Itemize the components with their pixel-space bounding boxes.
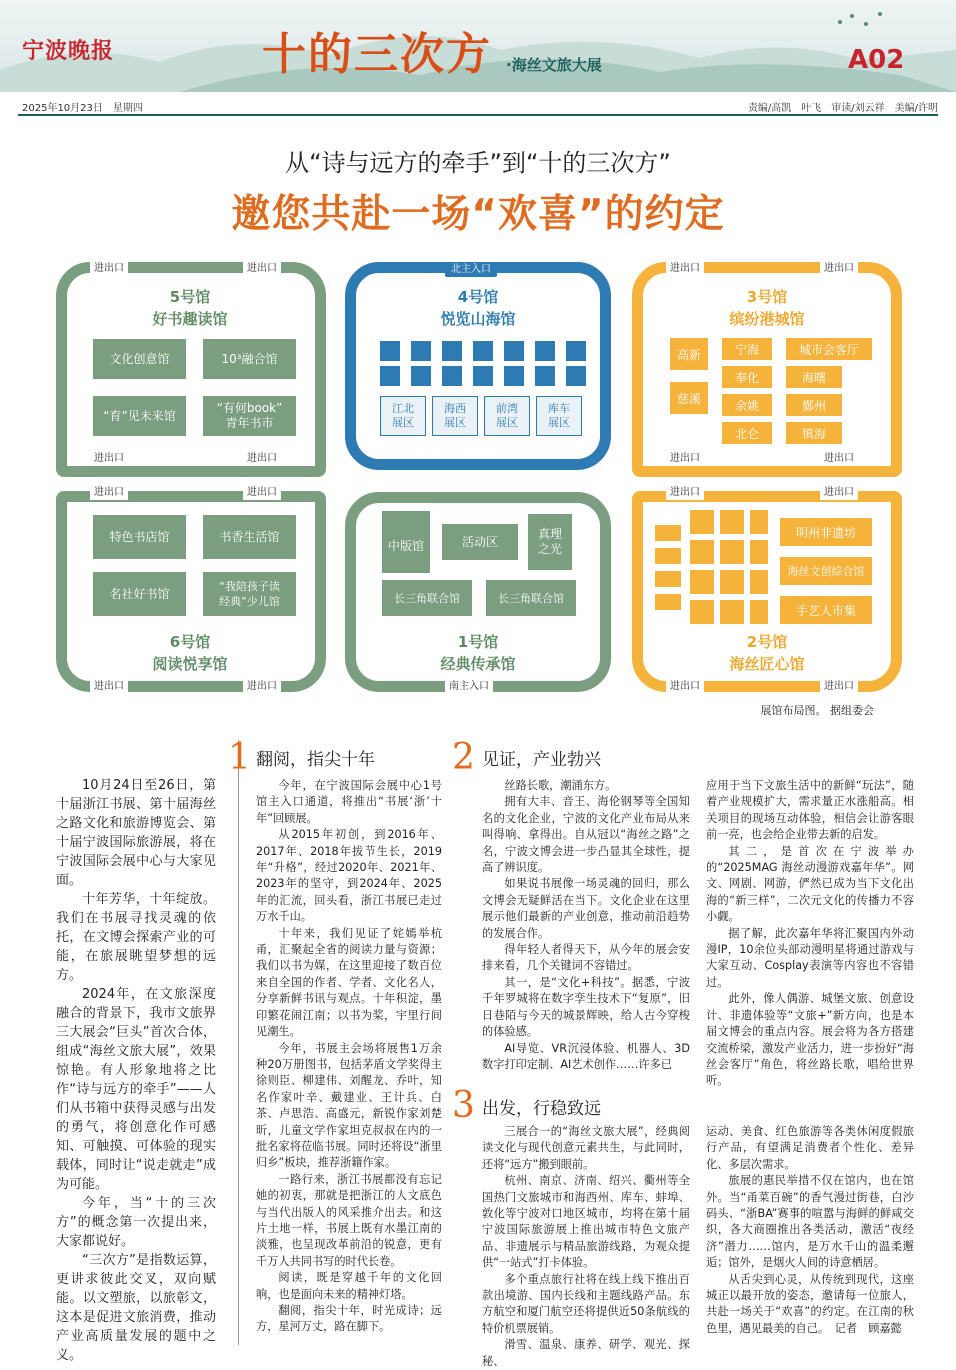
exhibit-box: 名社好书馆: [93, 572, 186, 616]
door-label: 进出口: [820, 680, 858, 694]
section-title: 十的三次方: [262, 29, 492, 80]
section-title: 见证，产业勃兴: [482, 750, 601, 770]
paragraph: 十年来，我们见证了姹嫣举杭甬，汇聚起全省的阅读力量与资源；我们以书为媒，在这里迎接了数百位来自全国的作者、学者、文化名人，分享新鲜书讯与观点。十年积淀，墨印繁花闹江南；以书为桨，宇里行间见潮生。: [256, 926, 442, 1039]
headline: 邀您共赴一场“欢喜”的约定: [231, 192, 725, 237]
exhibit-box: 长三角联合馆: [382, 580, 472, 616]
hall-6-name: 6号馆: [169, 633, 211, 651]
paragraph: 阅读，既是穿越千年的文化回响，也是面向未来的精神灯塔。: [256, 1271, 442, 1301]
district-box: 鄞州: [786, 394, 842, 416]
north-entrance-label: 北主入口: [445, 262, 497, 277]
exhibit-box: 10³融合馆: [203, 339, 296, 379]
hall-divider: [56, 466, 326, 477]
door-label: 进出口: [243, 680, 281, 694]
booth: [380, 341, 400, 361]
paragraph: 从舌尖到心灵，从传统到现代，这座城正以最开放的姿态，邀请每一位旅人，共赴一场关于“欢喜”的约定。在江南的秋色里，遇见最美的自己。 记者 顾嘉懿: [706, 1272, 914, 1335]
column-rule: [238, 740, 239, 1345]
booth: [473, 366, 493, 386]
booth: [442, 366, 462, 386]
hall-1-subtitle: 经典传承馆: [440, 655, 516, 673]
hall-5-name: 5号馆: [169, 288, 211, 306]
paragraph: 滑雪、温泉、康养、研学、观光、探秘、: [482, 1338, 690, 1368]
booth: [720, 510, 744, 534]
section-number: 2: [452, 737, 475, 778]
exhibit-box: 明州非遗坊: [780, 518, 872, 546]
booth: [690, 570, 714, 594]
hall-5-subtitle: 好书趣读馆: [152, 310, 228, 328]
booth: [720, 570, 744, 594]
paragraph: 多个重点旅行社将在线上线下推出百款出境游、国内长线和主题线路产品。东方航空和厦门航空还将提供近50条航线的特价机票展销。: [482, 1272, 690, 1335]
paragraph: 2024年，在文旅深度融合的背景下，我市文旅界三大展会“巨头”首次合体，组成“海丝文旅大展”，效果惊艳。有人形象地将之比作“诗与远方的牵手”——人们从书箱中获得灵感与出发的勇气，将创意化作可感知、可触摸、可体验的现实载体，同时让“说走就走”成为可能。: [56, 987, 216, 1192]
paragraph: 翻阅，指尖十年，时光成诗；远方，星河万丈，路在脚下。: [256, 1304, 442, 1334]
exhibit-box: “有何book” 青年书市: [203, 396, 296, 436]
editors-credit: 责编/高凯 叶飞 审读/刘云祥 美编/许明: [747, 103, 938, 114]
exhibit-box: 特色书店馆: [93, 515, 186, 559]
exhibit-box: 长三角联合馆: [486, 580, 576, 616]
booth: [380, 366, 400, 386]
hall-divider: [632, 466, 902, 477]
paragraph: 得年轻人者得天下，从今年的展会安排来看，几个关键词不容错过。: [482, 943, 690, 973]
paragraph: 十年芳华，十年绽放。我们在书展寻找灵魂的依托，在文博会探索产业的可能，在旅展眺望梦想的远方。: [56, 892, 216, 983]
booth: [750, 510, 768, 534]
section-1-column: [256, 778, 442, 1336]
hall-4-subtitle: 悦览山海馆: [440, 310, 516, 328]
door-label: 进出口: [90, 486, 128, 500]
hall-4-name: 4号馆: [457, 288, 499, 306]
paragraph: 如果说书展像一场灵魂的回归，那么文博会无疑鲜活在当下。文化企业在这里展示他们最新的产业创意，推动前沿趋势的发展合作。: [482, 877, 690, 940]
hall-3-subtitle: 缤纷港城馆: [729, 310, 805, 328]
exhibit-box: 文化创意馆: [93, 339, 186, 379]
paragraph: 应用于当下文旅生活中的新鲜“玩法”，随着产业规模扩大，需求量正水涨船高。相关项目的现场互动体验，相信会让游客眼前一亮，也会给企业带去新的启发。: [706, 779, 914, 842]
paragraph: 其二，是首次在宁波举办的“2025MAG 海丝动漫游戏嘉年华”。网文、网剧、网游，俨然已成为当下文化出海的“新三样”，二次元文化的传播力不容小觑。: [706, 844, 914, 924]
kicker: 从“诗与远方的牵手”到“十的三次方”: [285, 149, 671, 177]
zone-box: 海西 展区: [432, 396, 478, 436]
district-box: 城市会客厅: [786, 338, 872, 360]
zone-box: 库车 展区: [536, 396, 582, 436]
hall-6-subtitle: 阅读悦享馆: [152, 655, 228, 673]
booth: [411, 366, 431, 386]
section-3-column-b: [706, 1124, 914, 1337]
booth: [690, 600, 714, 624]
map-caption: 展馆布局图。 据组委会: [760, 704, 874, 717]
paragraph: AI导览、VR沉浸体验、机器人、3D数字打印定制、AI艺术创作……许多已: [482, 1041, 690, 1071]
section-2-column-b: [706, 778, 914, 1090]
booth: [690, 540, 714, 564]
paragraph: 杭州、南京、济南、绍兴、衢州等全国热门文旅城市和海西州、库车、蚌埠、敦化等宁波对口地区城市，均将在第十届宁波国际旅游展上推出城市特色文旅产品、非遗展示与精品旅游线路，为观众提供“一站式”打卡体验。: [482, 1174, 690, 1270]
booth: [535, 366, 555, 386]
district-box: 慈溪: [670, 382, 708, 414]
exhibit-box: 活动区: [442, 524, 518, 560]
booth: [655, 594, 681, 610]
booth: [720, 540, 744, 564]
section-3-column-a: [482, 1124, 690, 1370]
door-label: 进出口: [90, 452, 128, 466]
section-number: 3: [452, 1085, 475, 1126]
district-box: 宁海: [722, 338, 772, 360]
page-number: A02: [848, 45, 905, 75]
hall-2-name: 2号馆: [746, 633, 788, 651]
exhibit-box: 真理 之光: [528, 514, 572, 570]
booth: [442, 341, 462, 361]
booth: [473, 341, 493, 361]
exhibit-box: 书香生活馆: [203, 515, 296, 559]
district-box: 高新: [670, 338, 708, 370]
district-box: 余姚: [722, 394, 772, 416]
door-label: 进出口: [243, 262, 281, 276]
booth: [535, 341, 555, 361]
booth: [655, 525, 681, 541]
section-subtitle: ·海丝文旅大展: [506, 56, 602, 74]
zone-box: 前湾 展区: [484, 396, 530, 436]
paragraph: 据了解，此次嘉年华将汇聚国内外动漫IP，10余位头部动漫明星将通过游戏与大家互动、Cosplay表演等内容也不容错过。: [706, 926, 914, 989]
booth: [566, 366, 586, 386]
section-title: 翻阅，指尖十年: [256, 750, 375, 770]
door-label: 进出口: [820, 452, 858, 466]
paragraph: 丝路长歌，潮涌东方。: [504, 779, 617, 792]
district-box: 海曙: [786, 366, 842, 388]
section-title: 出发，行稳致远: [482, 1099, 601, 1119]
door-label: 进出口: [666, 680, 704, 694]
booth: [504, 366, 524, 386]
district-box: 北仑: [722, 422, 772, 444]
south-entrance-label: 南主入口: [445, 680, 493, 694]
section-2-column-a: [482, 778, 690, 1073]
paragraph: 今年，在宁波国际会展中心1号馆主入口通道，将推出“书展‘浙’十年”回顾展。: [256, 779, 442, 825]
door-label: 进出口: [666, 452, 704, 466]
exhibit-box: “育”见未来馆: [93, 396, 186, 436]
paragraph: 三展合一的“海丝文旅大展”，经典阅读文化与现代创意元素共生，与此同时，还将“远方”搬到眼前。: [482, 1125, 690, 1171]
door-label: 进出口: [820, 486, 858, 500]
booth: [750, 570, 768, 594]
booth: [750, 600, 768, 624]
paragraph: 其一，是“文化+科技”。据悉，宁波千年罗城将在数字孪生技术下“复原”，旧日巷陌与今天的城景辉映，给人古今穿梭的体验感。: [482, 975, 690, 1039]
paragraph: 拥有大丰、音王、海伦钢琴等全国知名的文化企业，宁波的文化产业布局从来叫得响、拿得出。自从冠以“海丝之路”之名，宁波文博会进一步凸显其全球性，提高了辨识度。: [482, 795, 690, 875]
booth: [655, 571, 681, 587]
exhibit-box: 中版馆: [387, 538, 424, 553]
booth: [504, 341, 524, 361]
paragraph: 10月24日至26日，第十届浙江书展、第十届海丝之路文化和旅游博览会、第十届宁波国际旅游展，将在宁波国际会展中心与大家见面。: [56, 778, 216, 888]
exhibit-box: 手艺人市集: [780, 596, 872, 624]
paragraph: “三次方”是指数运算，更讲求彼此交叉，双向赋能。以文塑旅，以旅彰文，这本是促进文旅消费，推动产业高质量发展的题中之义。: [56, 1253, 216, 1363]
paragraph: 今年，书展主会场将展售1万余种20万册图书，包括茅盾文学奖得主徐则臣、柳建伟、刘醒龙、乔叶，知名作家叶辛、戴建业、王计兵、白茶、卢思浩、高盛元，新锐作家刘楚昕，儿童文学作家坦克叔叔在内的一批名家将莅临书展。同时还将设“浙里归乡”板块，推荐浙籍作家。: [256, 1041, 442, 1170]
hall-3-name: 3号馆: [746, 288, 788, 306]
district-box: 奉化: [722, 366, 772, 388]
door-label: 进出口: [666, 262, 704, 276]
exhibit-box: “我陪孩子读 经典”少儿馆: [203, 572, 296, 616]
booth: [566, 341, 586, 361]
booth: [690, 510, 714, 534]
booth: [750, 540, 768, 564]
booth: [411, 341, 431, 361]
booth: [655, 548, 681, 564]
section-number: 1: [228, 737, 251, 778]
hall-2-subtitle: 海丝匠心馆: [729, 655, 805, 673]
lead-column: [56, 776, 216, 1365]
booth: [720, 600, 744, 624]
paragraph: 一路行来，浙江书展都没有忘记她的初衷，那就是把浙江的人文底色与当代出版人的风采推介出去。和这片土地一样，书展上既有水墨江南的淡雅，也呈现改革前沿的锐意，更有千万人共同书写的时代长卷。: [256, 1172, 442, 1268]
masthead: [0, 0, 956, 92]
paragraph: 从2015年初创，到2016年、2017年、2018年拔节生长，2019年“升格”，经过2020年、2021年、2023年的坚守，到2024年、2025年的汇流，回头看，浙江书展已走过万水千山。: [256, 828, 442, 924]
paragraph: 运动、美食、红色旅游等各类休闲度假旅行产品，有望满足消费者个性化、差异化、多层次需求。: [706, 1125, 914, 1171]
paper-name: 宁波晚报: [22, 38, 115, 64]
paragraph: 旅展的惠民举措不仅在馆内，也在馆外。当“甬菜百碗”的香气漫过街巷，白沙码头、“浙BA”赛事的喧嚣与海鲜的鲜咸交织，各大商圈推出各类活动，激活“夜经济”潜力……馆内，是万水千山的温柔邂逅；馆外，是烟火人间的诗意栖居。: [706, 1174, 914, 1270]
door-label: 进出口: [820, 262, 858, 276]
hall-1-name: 1号馆: [457, 633, 499, 651]
dateline: 2025年10月23日 星期四: [22, 103, 143, 114]
district-box: 镇海: [786, 422, 842, 444]
door-label: 进出口: [90, 262, 128, 276]
zone-box: 江北 展区: [380, 396, 426, 436]
door-label: 进出口: [243, 452, 281, 466]
door-label: 进出口: [90, 680, 128, 694]
paragraph: 此外，像人偶游、城堡文旅、创意设计、非遗体验等“文旅+”新方向，也是本届文博会的重点内容。展会将为各方搭建交流桥梁，激发产业活力，进一步扮好“海丝会客厅”角色，将丝路长歌，唱给世界听。: [706, 992, 914, 1088]
paragraph: 今年，当“十的三次方”的概念第一次提出来，大家都说好。: [56, 1196, 216, 1249]
top-rule: [18, 114, 938, 116]
door-label: 进出口: [243, 486, 281, 500]
exhibit-box: 海丝文创综合馆: [780, 557, 872, 585]
door-label: 进出口: [666, 486, 704, 500]
